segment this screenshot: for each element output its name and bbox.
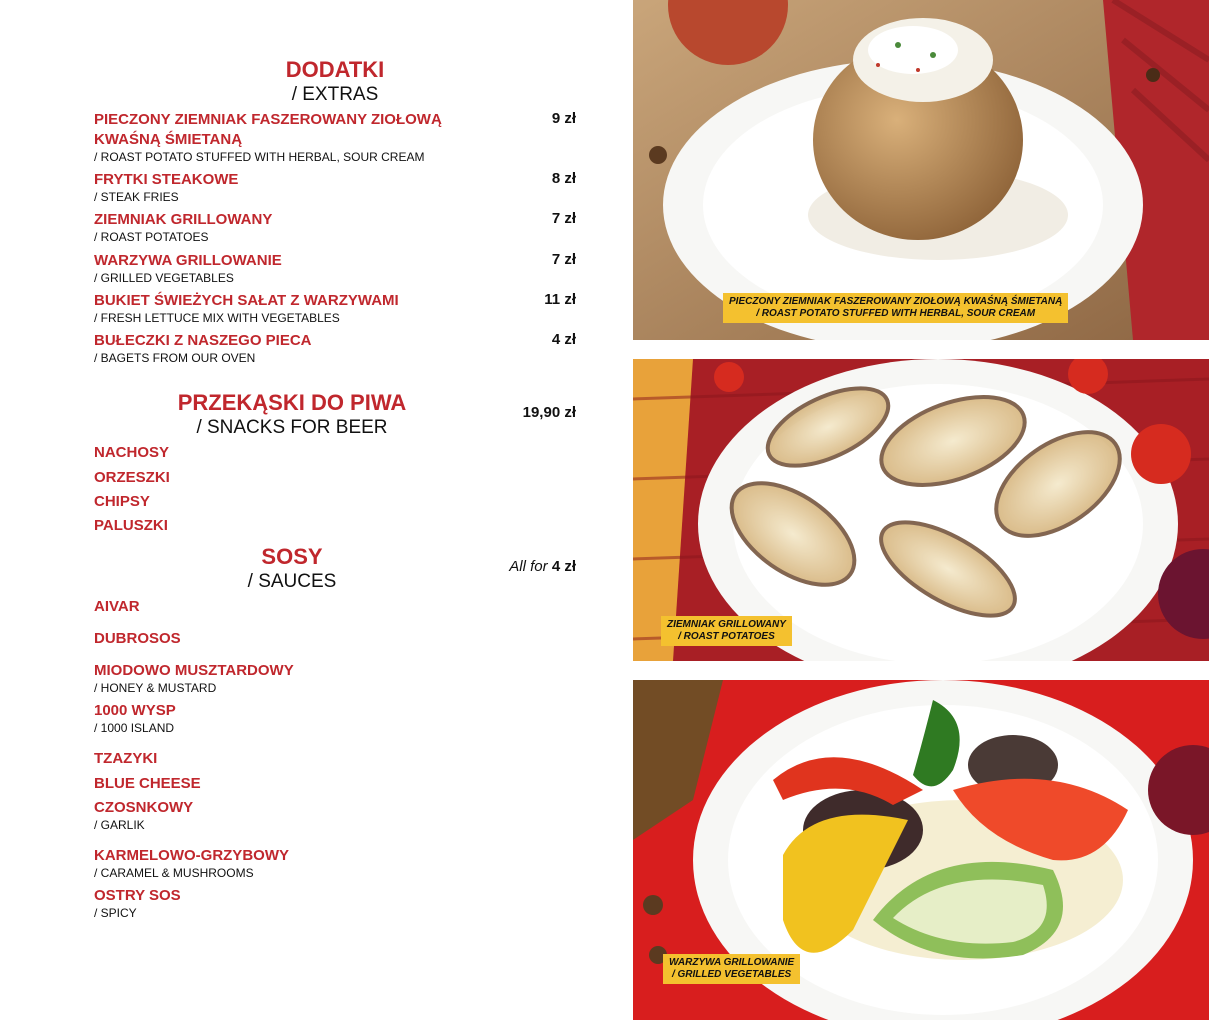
- photo-caption: [663, 954, 800, 984]
- extras-item: [94, 331, 584, 366]
- item-name: BUŁECZKI Z NASZEGO PIECA: [94, 332, 312, 349]
- caption-line: PIECZONY ZIEMNIAK FASZEROWANY ZIOŁOWĄ KWAŚNĄ ŚMIETANĄ: [729, 296, 1063, 307]
- item-english: / ROAST POTATO STUFFED WITH HERBAL, SOUR CREAM: [94, 150, 425, 164]
- extras-title: DODATKI: [285, 57, 385, 82]
- snack-item: ORZESZKI: [94, 469, 170, 486]
- item-name: WARZYWA GRILLOWANIE: [94, 252, 282, 269]
- sauces-title: SOSY: [261, 544, 323, 569]
- item-price: 8 zł: [551, 170, 576, 187]
- caption-line: / ROAST POTATOES: [678, 631, 775, 642]
- photo-grilled-potatoes: [633, 359, 1209, 661]
- item-name: FRYTKI STEAKOWE: [94, 171, 239, 188]
- item-name: BUKIET ŚWIEŻYCH SAŁAT Z WARZYWAMI: [94, 292, 399, 309]
- sauces-subtitle: / SAUCES: [247, 571, 337, 592]
- item-name: ZIEMNIAK GRILLOWANY: [94, 211, 273, 228]
- photo-stuffed-potato: [633, 0, 1209, 340]
- item-price: 7 zł: [551, 251, 576, 268]
- item-name: KWAŚNĄ ŚMIETANĄ: [94, 131, 243, 148]
- photo-caption: [723, 293, 1068, 323]
- extras-item: [94, 170, 584, 205]
- item-name: CZOSNKOWY: [94, 799, 194, 816]
- item-name: KARMELOWO-GRZYBOWY: [94, 847, 289, 864]
- caption-line: / ROAST POTATO STUFFED WITH HERBAL, SOUR CREAM: [756, 308, 1036, 319]
- sauce-item: AIVAR: [94, 598, 140, 615]
- sauces-price: [486, 558, 576, 575]
- item-english: / GARLIK: [94, 818, 145, 832]
- item-price: 9 zł: [551, 110, 576, 127]
- item-english: / CARAMEL & MUSHROOMS: [94, 866, 254, 880]
- item-english: / GRILLED VEGETABLES: [94, 271, 234, 285]
- item-price: 7 zł: [551, 210, 576, 227]
- caption-line: / GRILLED VEGETABLES: [671, 969, 792, 980]
- sauce-item: [94, 701, 176, 736]
- photo-caption: [661, 616, 792, 646]
- item-english: / BAGETS FROM OUR OVEN: [94, 351, 256, 365]
- item-english: / FRESH LETTUCE MIX WITH VEGETABLES: [94, 311, 340, 325]
- snacks-price: 19,90 zł: [522, 404, 576, 421]
- sauce-item: BLUE CHEESE: [94, 775, 201, 792]
- photo-grilled-vegetables: [633, 680, 1209, 1020]
- sauce-item: [94, 886, 181, 921]
- extras-item: [94, 291, 584, 326]
- extras-item: [94, 110, 584, 165]
- sauce-item: [94, 798, 193, 833]
- sauce-item: [94, 846, 289, 881]
- extras-item: [94, 210, 584, 245]
- caption-line: WARZYWA GRILLOWANIE: [669, 957, 795, 968]
- caption-line: ZIEMNIAK GRILLOWANY: [667, 619, 786, 630]
- item-english: / 1000 ISLAND: [94, 721, 175, 735]
- snacks-subtitle: / SNACKS FOR BEER: [196, 417, 388, 438]
- snacks-title: PRZEKĄSKI DO PIWA: [177, 390, 407, 415]
- sauce-item: [94, 661, 294, 696]
- sauce-item: TZAZYKI: [94, 750, 158, 767]
- snack-item: NACHOSY: [94, 444, 170, 461]
- extras-item: [94, 251, 584, 286]
- item-price: 11 zł: [544, 291, 576, 308]
- item-english: / ROAST POTATOES: [94, 230, 209, 244]
- snack-item: PALUSZKI: [94, 517, 168, 534]
- item-english: / SPICY: [94, 906, 137, 920]
- item-price: 4 zł: [551, 331, 576, 348]
- extras-subtitle: / EXTRAS: [291, 84, 379, 105]
- stuffed-potato-illustration: [633, 0, 1209, 340]
- item-english: / STEAK FRIES: [94, 190, 179, 204]
- sauces-price-value: 4 zł: [551, 558, 576, 575]
- sauce-item: DUBROSOS: [94, 630, 181, 647]
- item-name: 1000 WYSP: [94, 702, 176, 719]
- item-name: OSTRY SOS: [94, 887, 181, 904]
- snack-item: CHIPSY: [94, 493, 150, 510]
- item-name: PIECZONY ZIEMNIAK FASZEROWANY ZIOŁOWĄ: [94, 111, 442, 128]
- item-english: / HONEY & MUSTARD: [94, 681, 217, 695]
- item-name: MIODOWO MUSZTARDOWY: [94, 662, 294, 679]
- sauces-price-prefix: All for: [509, 558, 548, 575]
